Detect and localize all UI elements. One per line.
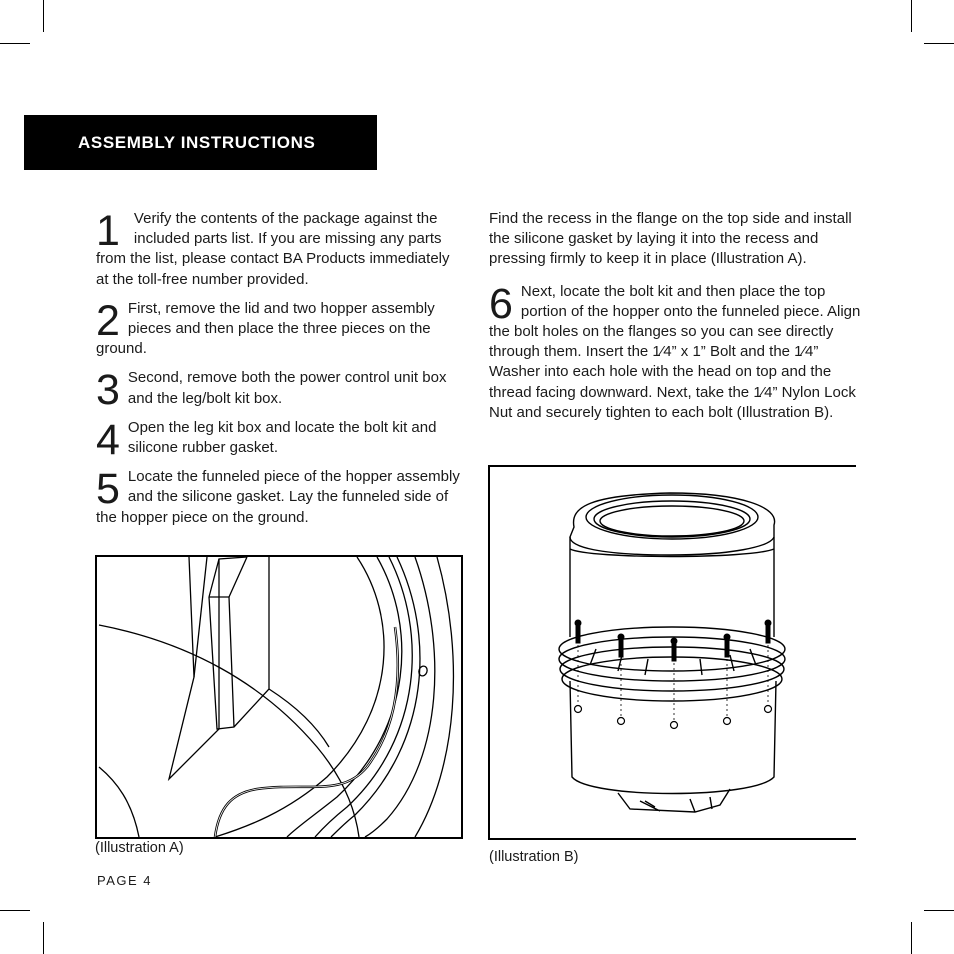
page-number: PAGE 4 [97,873,153,888]
step-number: 2 [96,296,120,345]
step-number: 5 [96,465,120,514]
step-number: 3 [96,366,120,415]
crop-mark [924,910,954,911]
step-6 [489,279,861,423]
step-number: 4 [96,415,120,464]
hopper-assembly-drawing [490,467,856,838]
crop-mark [911,922,912,954]
illustration-b [488,465,856,840]
step-text: Next, locate the bolt kit and then place the top portion of the hopper onto the funneled piece. Align the bolt holes on the flanges so you can see directly through them. Insert the 1⁄4” x 1” Bolt and the 1⁄4” Washer into each hole with the head on top and the thread facing downward. Next, take the 1⁄4” Nylon Lock Nut and securely tighten to each bolt (Illustration B). [489,282,861,421]
step-1 [96,209,464,290]
step-text: Verify the contents of the package against the included parts list. If you are missing any parts from the list, please contact BA Products immediately at the toll-free number provided. [96,210,450,288]
step-text: Second, remove both the power control unit box and the leg/bolt kit box. [127,369,447,407]
step-2 [96,296,464,360]
illustration-a [95,555,463,839]
step-text: Locate the funneled piece of the hopper assembly and the silicone gasket. Lay the funneled side of the hopper piece on the ground. [96,468,460,526]
crop-mark [43,922,44,954]
step-text: First, remove the lid and two hopper assembly pieces and then place the three pieces on the ground. [96,299,435,358]
steps-right-column [489,209,861,432]
crop-mark [0,43,30,44]
crop-mark [43,0,44,32]
step-3 [96,366,464,415]
step-5 [96,467,464,528]
section-header [24,115,377,170]
step-text: Open the leg kit box and locate the bolt kit and silicone rubber gasket. [127,418,437,457]
section-title: ASSEMBLY INSTRUCTIONS [78,132,316,152]
step-number: 6 [489,279,513,328]
crop-mark [911,0,912,32]
step-number: 1 [96,207,120,255]
step-4 [96,415,464,464]
crop-mark [0,910,30,911]
illustration-b-caption: (Illustration B) [489,849,579,865]
crop-mark [924,43,954,44]
steps-left-column [96,209,464,537]
illustration-a-caption: (Illustration A) [95,840,184,856]
gasket-flange-drawing [97,557,461,837]
gasket-instructions: Find the recess in the flange on the top side and install the silicone gasket by laying it into the recess and pressing firmly to keep it in place (Illustration A). [489,210,852,268]
